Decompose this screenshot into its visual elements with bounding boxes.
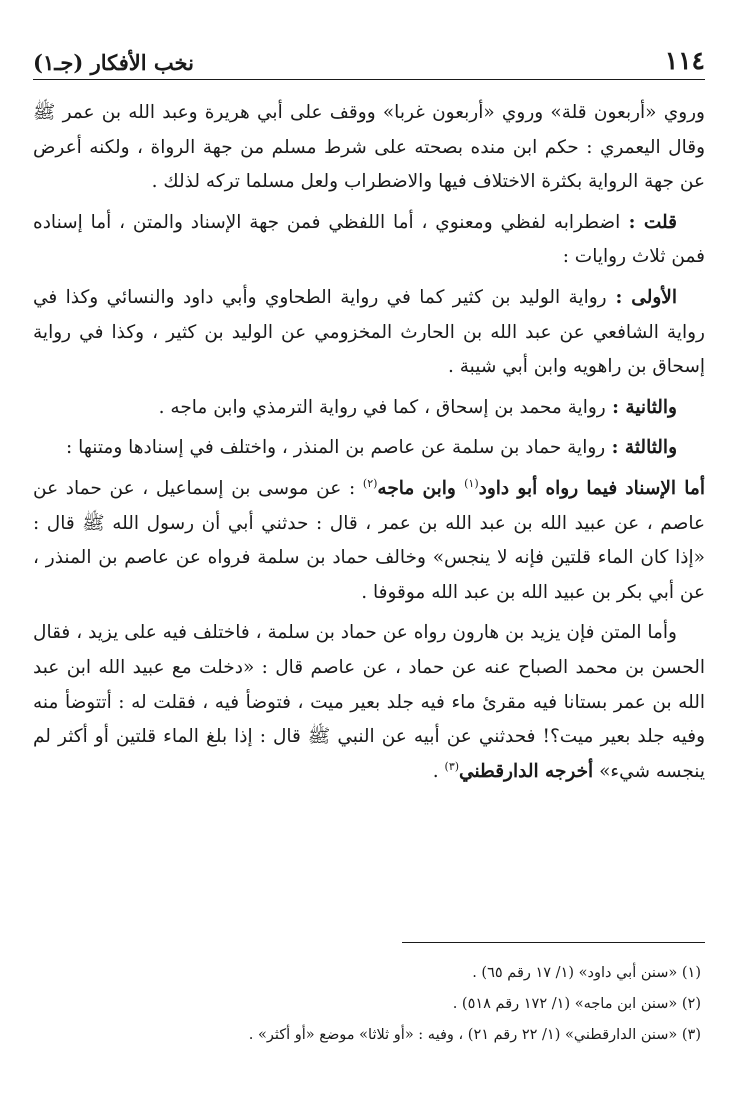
paragraph-text: : عن موسى بن إسماعيل ، عن حماد عن عاصم ، عن عبيد الله بن عبد الله بن عمر ، قال : حدثني أبي أن رسول الله ﷺ قال : «إذا كان الماء قلتين فإنه لا ينجس» وخالف حماد بن سلمة فرواه عن عاصم بن المنذر ، عن أبي بكر بن عبيد الله بن عبد الله موقوفا . (33, 477, 705, 603)
body-paragraph (33, 206, 705, 275)
body-paragraph (33, 96, 705, 200)
footnote-marker: (٢) (362, 476, 378, 490)
footnote-item: (٢) «سنن ابن ماجه» (١/ ١٧٢ رقم ٥١٨) . (452, 996, 701, 1012)
paragraph-text: رواية الوليد بن كثير كما في رواية الطحاوي وأبي داود والنسائي وكذا في رواية الشافعي عن عبد الله بن الحارث المخزومي عن الوليد بن كثير ، وكذا في رواية إسحاق بن راهويه وابن أبي شيبة . (33, 286, 705, 378)
footnotes (33, 958, 701, 1051)
paragraph-text: وروي «أربعون قلة» وروي «أربعون غربا» ووقف على أبي هريرة وعبد الله بن عمر ﷺ وقال اليعمري : حكم ابن منده بصحته على شرط مسلم من جهة الرواة ، ولكنه أعرض عن جهة الرواية بكثرة الاختلاف فيها والاضطراب ولعل مسلما تركه لذلك . (33, 102, 705, 193)
footnote-marker: (١) (464, 476, 479, 490)
body-paragraph (33, 472, 705, 610)
page-number: ١١٤ (664, 46, 705, 75)
paragraph-text: اضطرابه لفظي ومعنوي ، أما اللفظي فمن جهة الإسناد والمتن ، أما إسناده فمن ثلاث روايات : (33, 211, 705, 268)
bold-lead: والثانية : (605, 396, 677, 418)
body-paragraph (33, 391, 705, 426)
paragraph-text: وأما المتن فإن يزيد بن هارون رواه عن حماد بن سلمة ، فاختلف فيه على يزيد ، فقال الحسن بن محمد الصباح عنه عن حماد ، عن عاصم قال : «دخلت مع عبيد الله ابن عبد الله بن عمر بستانا فيه مقرئ ماء فيه جلد بعير ميت ، فتوضأ فيه ، فقلت له : أتتوضأ منه وفيه جلد بعير ميت؟! فحدثني عن أبيه عن النبي ﷺ قال : إذا بلغ الماء قلتين أو أكثر لم ينجسه شيء» (33, 622, 705, 782)
body-paragraph (33, 281, 705, 385)
footnote-marker: (٣) (444, 759, 460, 773)
paragraph-text: رواية حماد بن سلمة عن عاصم بن المنذر ، واختلف في إسنادها ومتنها : (65, 437, 606, 459)
bold-lead: والثالثة : (605, 437, 677, 459)
footnote-item: (١) «سنن أبي داود» (١/ ١٧ رقم ٦٥) . (472, 965, 701, 981)
bold-lead: وابن ماجه (377, 477, 465, 499)
body-paragraph (33, 431, 705, 466)
bold-lead: قلت : (620, 211, 677, 233)
paragraph-text: رواية محمد بن إسحاق ، كما في رواية الترمذي وابن ماجه . (158, 396, 606, 418)
bold-lead: أخرجه الدارقطني (459, 760, 594, 782)
body-paragraph (33, 616, 705, 789)
footnote-item: (٣) «سنن الدارقطني» (١/ ٢٢ رقم ٢١) ، وفيه : «أو ثلاثا» موضع «أو أكثر» . (248, 1027, 701, 1043)
page-header (33, 36, 705, 80)
bold-lead: أما الإسناد فيما رواه أبو داود (478, 477, 705, 499)
running-title: نخب الأفكار (جـ١) (33, 50, 194, 75)
paragraph-text: . (432, 760, 445, 782)
bold-lead: الأولى : (606, 286, 677, 308)
footnote-divider (402, 942, 705, 943)
main-text (33, 96, 705, 795)
